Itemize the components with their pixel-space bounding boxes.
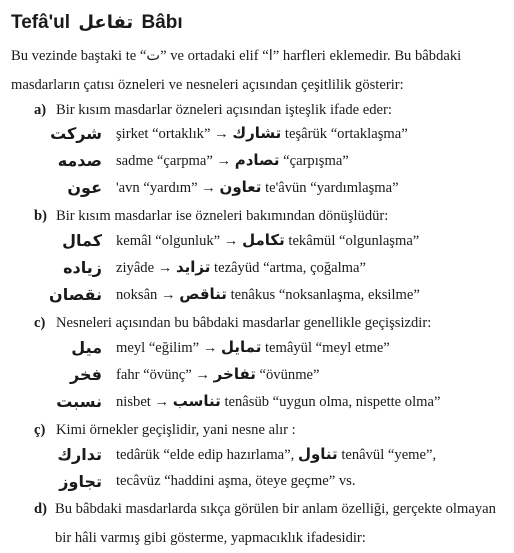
example-text: tedârük “elde edip hazırlama”, تناول tenâvül “yeme”,	[116, 445, 437, 463]
list-item	[0, 334, 514, 361]
example-text: meyl “eğilim” → تمايل temâyül “meyl etme”	[116, 338, 390, 356]
arabic-word: تجاوز	[59, 472, 102, 491]
title-latin-2: Bâbı	[141, 12, 183, 33]
arabic-word: ميل	[71, 338, 102, 357]
section-b-heading	[34, 204, 388, 228]
list-item	[0, 174, 514, 201]
list-item	[0, 147, 514, 174]
arabic-word: تدارك	[57, 445, 102, 464]
section-b-marker: b)	[34, 208, 47, 224]
list-item	[0, 388, 514, 415]
example-text: fahr “övünç” → تفاخر “övünme”	[116, 365, 320, 383]
section-d-text: Bu bâbdaki masdarlarda sıkça görülen bir anlam özelliği, gerçekte olmayan bir hâli varmış gibi gösterme, yapmacıklık ifadesidir:	[55, 501, 496, 546]
example-text: kemâl “olgunluk” → تكامل tekâmül “olgunlaşma”	[116, 231, 420, 249]
example-text: sadme “çarpma” → تصادم “çarpışma”	[116, 151, 349, 169]
section-d-marker: d)	[34, 501, 47, 517]
arabic-word: صدمه	[57, 151, 102, 170]
arabic-word: نسبت	[56, 392, 102, 411]
section-a-heading	[34, 98, 392, 122]
list-item	[0, 227, 514, 254]
section-cc-marker: ç)	[34, 422, 46, 438]
list-item	[0, 441, 514, 468]
example-text: nisbet → تناسب tenâsüb “uygun olma, nispette olma”	[116, 392, 441, 410]
example-text: tecâvüz “haddini aşma, öteye geçme” vs.	[116, 473, 356, 489]
example-text: ziyâde → تزايد tezâyüd “artma, çoğalma”	[116, 258, 366, 276]
arabic-word: عون	[67, 178, 102, 197]
list-item	[0, 120, 514, 147]
section-cc-heading	[34, 418, 296, 442]
example-text: şirket “ortaklık” → تشارك teşârük “ortaklaşma”	[116, 124, 408, 142]
title-latin-1: Tefâ'ul	[11, 12, 71, 33]
title-arabic: تفاعل	[78, 12, 134, 33]
section-c-heading	[34, 311, 431, 335]
intro-paragraph: Bu vezinde baştaki te “ت” ve ortadaki elif “ا” harfleri eklemedir. Bu bâbdaki masdarların çatısı özneleri ve nesneleri açısından çeşitlilik gösterir:	[11, 48, 462, 93]
list-item	[0, 361, 514, 388]
arabic-word: كمال	[62, 231, 102, 250]
arabic-word: فخر	[70, 365, 102, 384]
list-item	[0, 254, 514, 281]
section-cc-text: Kimi örnekler geçişlidir, yani nesne alır :	[56, 422, 296, 438]
example-text: 'avn “yardım” → تعاون te'âvün “yardımlaşma”	[116, 178, 399, 196]
example-text: noksân → تناقص tenâkus “noksanlaşma, eksilme”	[116, 285, 420, 303]
section-b-text: Bir kısım masdarlar ise özneleri bakımından dönüşlüdür:	[56, 208, 389, 224]
section-c-marker: c)	[34, 315, 46, 331]
page-title	[11, 8, 183, 38]
section-a-marker: a)	[34, 102, 47, 118]
list-item	[0, 468, 514, 495]
arabic-word: نقصان	[49, 285, 102, 304]
section-c-text: Nesneleri açısından bu bâbdaki masdarlar genellikle geçişsizdir:	[56, 315, 432, 331]
list-item	[0, 281, 514, 308]
arabic-word: شركت	[50, 124, 102, 143]
arabic-word: زياده	[63, 258, 102, 277]
section-a-text: Bir kısım masdarlar özneleri açısından işteşlik ifade eder:	[56, 102, 392, 118]
